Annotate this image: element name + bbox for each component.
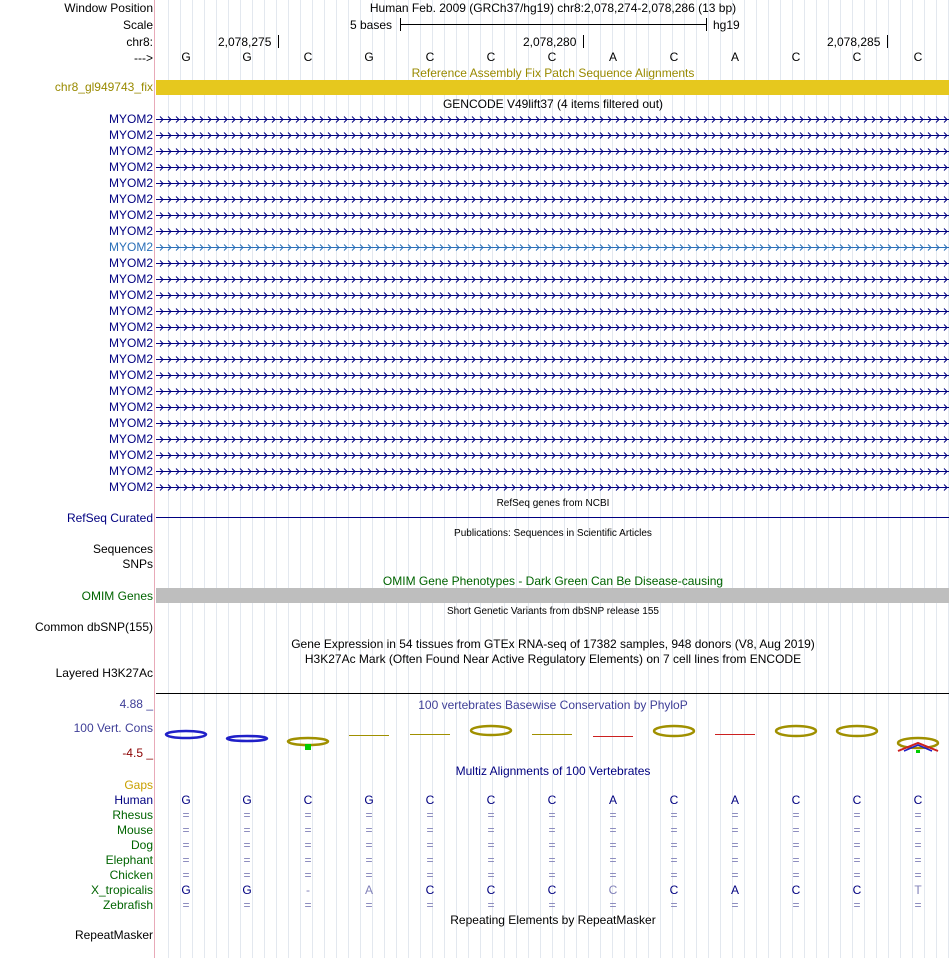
multiz-base: = [365, 823, 373, 837]
multiz-base: = [853, 898, 861, 912]
multiz-base: = [304, 823, 312, 837]
gencode-transcript-label[interactable]: MYOM2 [108, 272, 153, 286]
refseq-gene-line[interactable] [156, 517, 949, 518]
multiz-base: = [182, 868, 190, 882]
gencode-transcript-label[interactable]: MYOM2 [108, 352, 153, 366]
phylop-marker [916, 750, 920, 753]
multiz-base: = [487, 868, 495, 882]
multiz-base: C [852, 793, 862, 807]
gencode-transcript-line[interactable] [156, 322, 950, 332]
gencode-transcript-label[interactable]: MYOM2 [108, 448, 153, 462]
multiz-base: C [669, 883, 679, 897]
gencode-transcript-line[interactable] [156, 466, 950, 476]
multiz-base: = [243, 898, 251, 912]
base-letter: C [486, 50, 496, 64]
multiz-base: = [243, 838, 251, 852]
base-letter: C [425, 50, 435, 64]
multiz-base: = [426, 838, 434, 852]
omim-gene-bar[interactable] [156, 588, 949, 603]
multiz-base: = [365, 853, 373, 867]
multiz-base: C [425, 793, 435, 807]
gencode-transcript-line[interactable] [156, 210, 950, 220]
multiz-base: - [306, 883, 310, 897]
gencode-transcript-label[interactable]: MYOM2 [108, 176, 153, 190]
multiz-base: = [182, 898, 190, 912]
multiz-track-title: Multiz Alignments of 100 Vertebrates [455, 764, 651, 778]
h3k27ac-track-title: H3K27Ac Mark (Often Found Near Active Regulatory Elements) on 7 cell lines from ENCODE [304, 652, 802, 666]
multiz-base: = [914, 808, 922, 822]
gencode-transcript-line[interactable] [156, 114, 950, 124]
gencode-transcript-label[interactable]: MYOM2 [108, 304, 153, 318]
gencode-transcript-line[interactable] [156, 194, 950, 204]
base-letter: A [608, 50, 617, 64]
multiz-species-label[interactable]: Mouse [116, 823, 153, 837]
scale-text: 5 bases [350, 18, 393, 32]
gencode-transcript-line[interactable] [156, 386, 950, 396]
multiz-base: = [670, 853, 678, 867]
multiz-base: C [425, 883, 435, 897]
gencode-transcript-line[interactable] [156, 146, 950, 156]
phylop-glyph [776, 726, 816, 736]
multiz-base: = [914, 898, 922, 912]
gencode-transcript-line[interactable] [156, 242, 950, 252]
multiz-base: G [181, 793, 191, 807]
multiz-base: = [243, 823, 251, 837]
multiz-base: A [730, 793, 739, 807]
multiz-base: = [853, 853, 861, 867]
multiz-base: = [243, 853, 251, 867]
multiz-base: = [792, 853, 800, 867]
gencode-transcript-label[interactable]: MYOM2 [108, 288, 153, 302]
position-label-3: 2,078,285 [827, 35, 881, 49]
scale-bar [400, 24, 707, 25]
multiz-base: C [669, 793, 679, 807]
multiz-base: = [487, 823, 495, 837]
position-label-2: 2,078,280 [523, 35, 577, 49]
base-letter: C [669, 50, 679, 64]
multiz-base: = [365, 808, 373, 822]
multiz-species-label[interactable]: X_tropicalis [90, 883, 153, 897]
gencode-transcript-label[interactable]: MYOM2 [108, 144, 153, 158]
gencode-transcript-line[interactable] [156, 178, 950, 188]
gencode-transcript-label[interactable]: MYOM2 [108, 128, 153, 142]
multiz-base: = [426, 853, 434, 867]
multiz-base: = [487, 853, 495, 867]
multiz-base: = [731, 853, 739, 867]
gencode-transcript-line[interactable] [156, 130, 950, 140]
multiz-species-label[interactable]: Zebrafish [102, 898, 153, 912]
multiz-base: = [609, 808, 617, 822]
fix-patch-bar[interactable] [156, 80, 949, 95]
multiz-base: C [486, 883, 496, 897]
gencode-transcript-label[interactable]: MYOM2 [108, 160, 153, 174]
multiz-species-label[interactable]: Rhesus [112, 808, 153, 822]
gencode-transcript-label[interactable]: MYOM2 [108, 480, 153, 494]
multiz-base: = [365, 868, 373, 882]
phylop-label[interactable]: 100 Vert. Cons [73, 721, 153, 735]
multiz-species-label[interactable]: Chicken [109, 868, 153, 882]
multiz-base: = [731, 808, 739, 822]
multiz-base: = [853, 823, 861, 837]
multiz-base: = [914, 853, 922, 867]
multiz-base: C [608, 883, 618, 897]
chrom-label: chr8: [126, 35, 153, 49]
publications-snps-label[interactable]: SNPs [122, 557, 153, 571]
multiz-base: = [304, 808, 312, 822]
multiz-base: C [547, 793, 557, 807]
h3k27ac-label[interactable]: Layered H3K27Ac [55, 666, 153, 680]
multiz-base: = [426, 898, 434, 912]
gencode-transcript-line[interactable] [156, 354, 950, 364]
position-tick-3 [887, 35, 888, 48]
gencode-transcript-label[interactable]: MYOM2 [108, 336, 153, 350]
omim-track-title: OMIM Gene Phenotypes - Dark Green Can Be Disease-causing [382, 574, 724, 588]
multiz-base: = [548, 853, 556, 867]
multiz-base: = [853, 808, 861, 822]
multiz-base: = [548, 808, 556, 822]
multiz-base: = [670, 823, 678, 837]
multiz-base: = [731, 868, 739, 882]
multiz-base: = [853, 868, 861, 882]
gencode-transcript-line[interactable] [156, 482, 950, 492]
base-letter: C [913, 50, 923, 64]
gencode-transcript-line[interactable] [156, 226, 950, 236]
strand-label: ---> [134, 51, 153, 65]
window-position-title: Human Feb. 2009 (GRCh37/hg19) chr8:2,078,274-2,078,286 (13 bp) [369, 1, 737, 15]
multiz-base: = [182, 808, 190, 822]
multiz-base: A [730, 883, 739, 897]
phylop-marker [305, 744, 311, 750]
scale-bar-right-tick [706, 18, 707, 31]
base-letter: C [547, 50, 557, 64]
base-letter: G [181, 50, 191, 64]
phylop-track-title: 100 vertebrates Basewise Conservation by PhyloP [418, 698, 688, 712]
gencode-transcript-label[interactable]: MYOM2 [108, 256, 153, 270]
fix-patch-label[interactable]: chr8_gl949743_fix [54, 80, 153, 94]
multiz-base: = [426, 808, 434, 822]
multiz-base: = [670, 868, 678, 882]
gencode-transcript-label[interactable]: MYOM2 [108, 416, 153, 430]
multiz-base: = [731, 898, 739, 912]
base-letter: A [730, 50, 739, 64]
multiz-base: = [731, 838, 739, 852]
multiz-base: = [914, 868, 922, 882]
phylop-min-label: -4.5 _ [122, 746, 153, 760]
phylop-glyph [227, 736, 267, 741]
gaps-label[interactable]: Gaps [124, 778, 153, 792]
publications-sequences-label[interactable]: Sequences [92, 542, 153, 556]
multiz-base: = [304, 853, 312, 867]
multiz-base: = [609, 853, 617, 867]
multiz-base: C [791, 883, 801, 897]
multiz-base: = [548, 823, 556, 837]
gencode-transcript-line[interactable] [156, 450, 950, 460]
phylop-glyph [654, 726, 694, 736]
phylop-logo [156, 722, 950, 756]
gencode-transcript-line[interactable] [156, 274, 950, 284]
multiz-base: = [792, 838, 800, 852]
phylop-glyph [166, 731, 206, 738]
position-label-1: 2,078,275 [218, 35, 272, 49]
gencode-track-title: GENCODE V49lift37 (4 items filtered out) [442, 97, 664, 111]
multiz-base: = [670, 808, 678, 822]
multiz-base: = [548, 898, 556, 912]
multiz-base: = [731, 823, 739, 837]
multiz-base: C [791, 793, 801, 807]
multiz-base: = [182, 823, 190, 837]
scale-label: Scale [122, 18, 153, 32]
multiz-base: = [426, 823, 434, 837]
gencode-transcript-label[interactable]: MYOM2 [108, 400, 153, 414]
multiz-base: C [852, 883, 862, 897]
refseq-track-title: RefSeq genes from NCBI [496, 498, 610, 509]
base-letter: C [303, 50, 313, 64]
multiz-base: = [853, 838, 861, 852]
phylop-glyph [837, 726, 877, 736]
multiz-base: = [792, 808, 800, 822]
multiz-base: G [242, 883, 252, 897]
omim-label[interactable]: OMIM Genes [81, 589, 153, 603]
multiz-base: C [486, 793, 496, 807]
gencode-transcript-label[interactable]: MYOM2 [108, 192, 153, 206]
multiz-base: G [181, 883, 191, 897]
multiz-base: = [243, 868, 251, 882]
multiz-base: = [426, 868, 434, 882]
multiz-species-label[interactable]: Elephant [105, 853, 153, 867]
fix-patch-track-title: Reference Assembly Fix Patch Sequence Alignments [411, 66, 695, 80]
phylop-max-label: 4.88 _ [119, 697, 153, 711]
gencode-transcript-line[interactable] [156, 306, 950, 316]
base-letter: C [791, 50, 801, 64]
repeatmasker-track-title: Repeating Elements by RepeatMasker [450, 913, 656, 927]
gencode-transcript-line[interactable] [156, 434, 950, 444]
multiz-species-label[interactable]: Human [114, 793, 153, 807]
window-position-label: Window Position [64, 1, 153, 15]
multiz-species-label[interactable]: Dog [130, 838, 153, 852]
multiz-base: G [364, 793, 374, 807]
multiz-base: G [242, 793, 252, 807]
gencode-transcript-label[interactable]: MYOM2 [108, 464, 153, 478]
base-letter: G [242, 50, 252, 64]
multiz-base: T [914, 883, 922, 897]
gencode-transcript-label[interactable]: MYOM2 [108, 112, 153, 126]
multiz-base: = [304, 868, 312, 882]
multiz-base: = [914, 838, 922, 852]
multiz-base: = [609, 823, 617, 837]
multiz-base: = [609, 868, 617, 882]
gencode-transcript-line[interactable] [156, 370, 950, 380]
multiz-base: C [913, 793, 923, 807]
gencode-transcript-label[interactable]: MYOM2 [108, 368, 153, 382]
multiz-base: = [609, 838, 617, 852]
h3k27ac-baseline [156, 693, 949, 694]
position-tick-2 [583, 35, 584, 48]
dbsnp-track-title: Short Genetic Variants from dbSNP release 155 [447, 606, 659, 617]
multiz-base: = [792, 898, 800, 912]
multiz-base: = [548, 868, 556, 882]
phylop-glyph [288, 738, 328, 745]
multiz-base: C [303, 793, 313, 807]
multiz-base: C [547, 883, 557, 897]
base-letter: C [852, 50, 862, 64]
position-tick-1 [278, 35, 279, 48]
refseq-label[interactable]: RefSeq Curated [66, 511, 153, 525]
phylop-glyph [471, 726, 511, 735]
gencode-transcript-label[interactable]: MYOM2 [108, 208, 153, 222]
multiz-base: = [609, 898, 617, 912]
multiz-base: = [670, 898, 678, 912]
gencode-transcript-label[interactable]: MYOM2 [108, 384, 153, 398]
dbsnp-label[interactable]: Common dbSNP(155) [34, 620, 153, 634]
multiz-base: = [243, 808, 251, 822]
multiz-base: = [365, 898, 373, 912]
repeatmasker-label[interactable]: RepeatMasker [74, 928, 153, 942]
gencode-transcript-label[interactable]: MYOM2 [108, 320, 153, 334]
gencode-transcript-line[interactable] [156, 338, 950, 348]
multiz-base: = [365, 838, 373, 852]
gencode-transcript-line[interactable] [156, 162, 950, 172]
publications-track-title: Publications: Sequences in Scientific Articles [454, 528, 652, 539]
multiz-base: = [182, 838, 190, 852]
gtex-track-title: Gene Expression in 54 tissues from GTEx RNA-seq of 17382 samples, 948 donors (V8, Aug 2019) [291, 637, 815, 651]
multiz-base: = [487, 898, 495, 912]
gencode-transcript-line[interactable] [156, 418, 950, 428]
multiz-base: = [304, 838, 312, 852]
multiz-base: = [670, 838, 678, 852]
multiz-base: = [304, 898, 312, 912]
multiz-base: = [792, 868, 800, 882]
multiz-base: = [487, 838, 495, 852]
multiz-base: = [182, 853, 190, 867]
assembly-name: hg19 [713, 18, 740, 32]
multiz-base: = [914, 823, 922, 837]
multiz-base: A [364, 883, 373, 897]
gencode-transcript-label[interactable]: MYOM2 [108, 224, 153, 238]
multiz-base: A [608, 793, 617, 807]
gencode-transcript-line[interactable] [156, 258, 950, 268]
gencode-transcript-line[interactable] [156, 402, 950, 412]
multiz-base: = [548, 838, 556, 852]
gencode-transcript-label[interactable]: MYOM2 [108, 240, 153, 254]
multiz-base: = [792, 823, 800, 837]
gencode-transcript-line[interactable] [156, 290, 950, 300]
gencode-transcript-label[interactable]: MYOM2 [108, 432, 153, 446]
base-letter: G [364, 50, 374, 64]
multiz-base: = [487, 808, 495, 822]
